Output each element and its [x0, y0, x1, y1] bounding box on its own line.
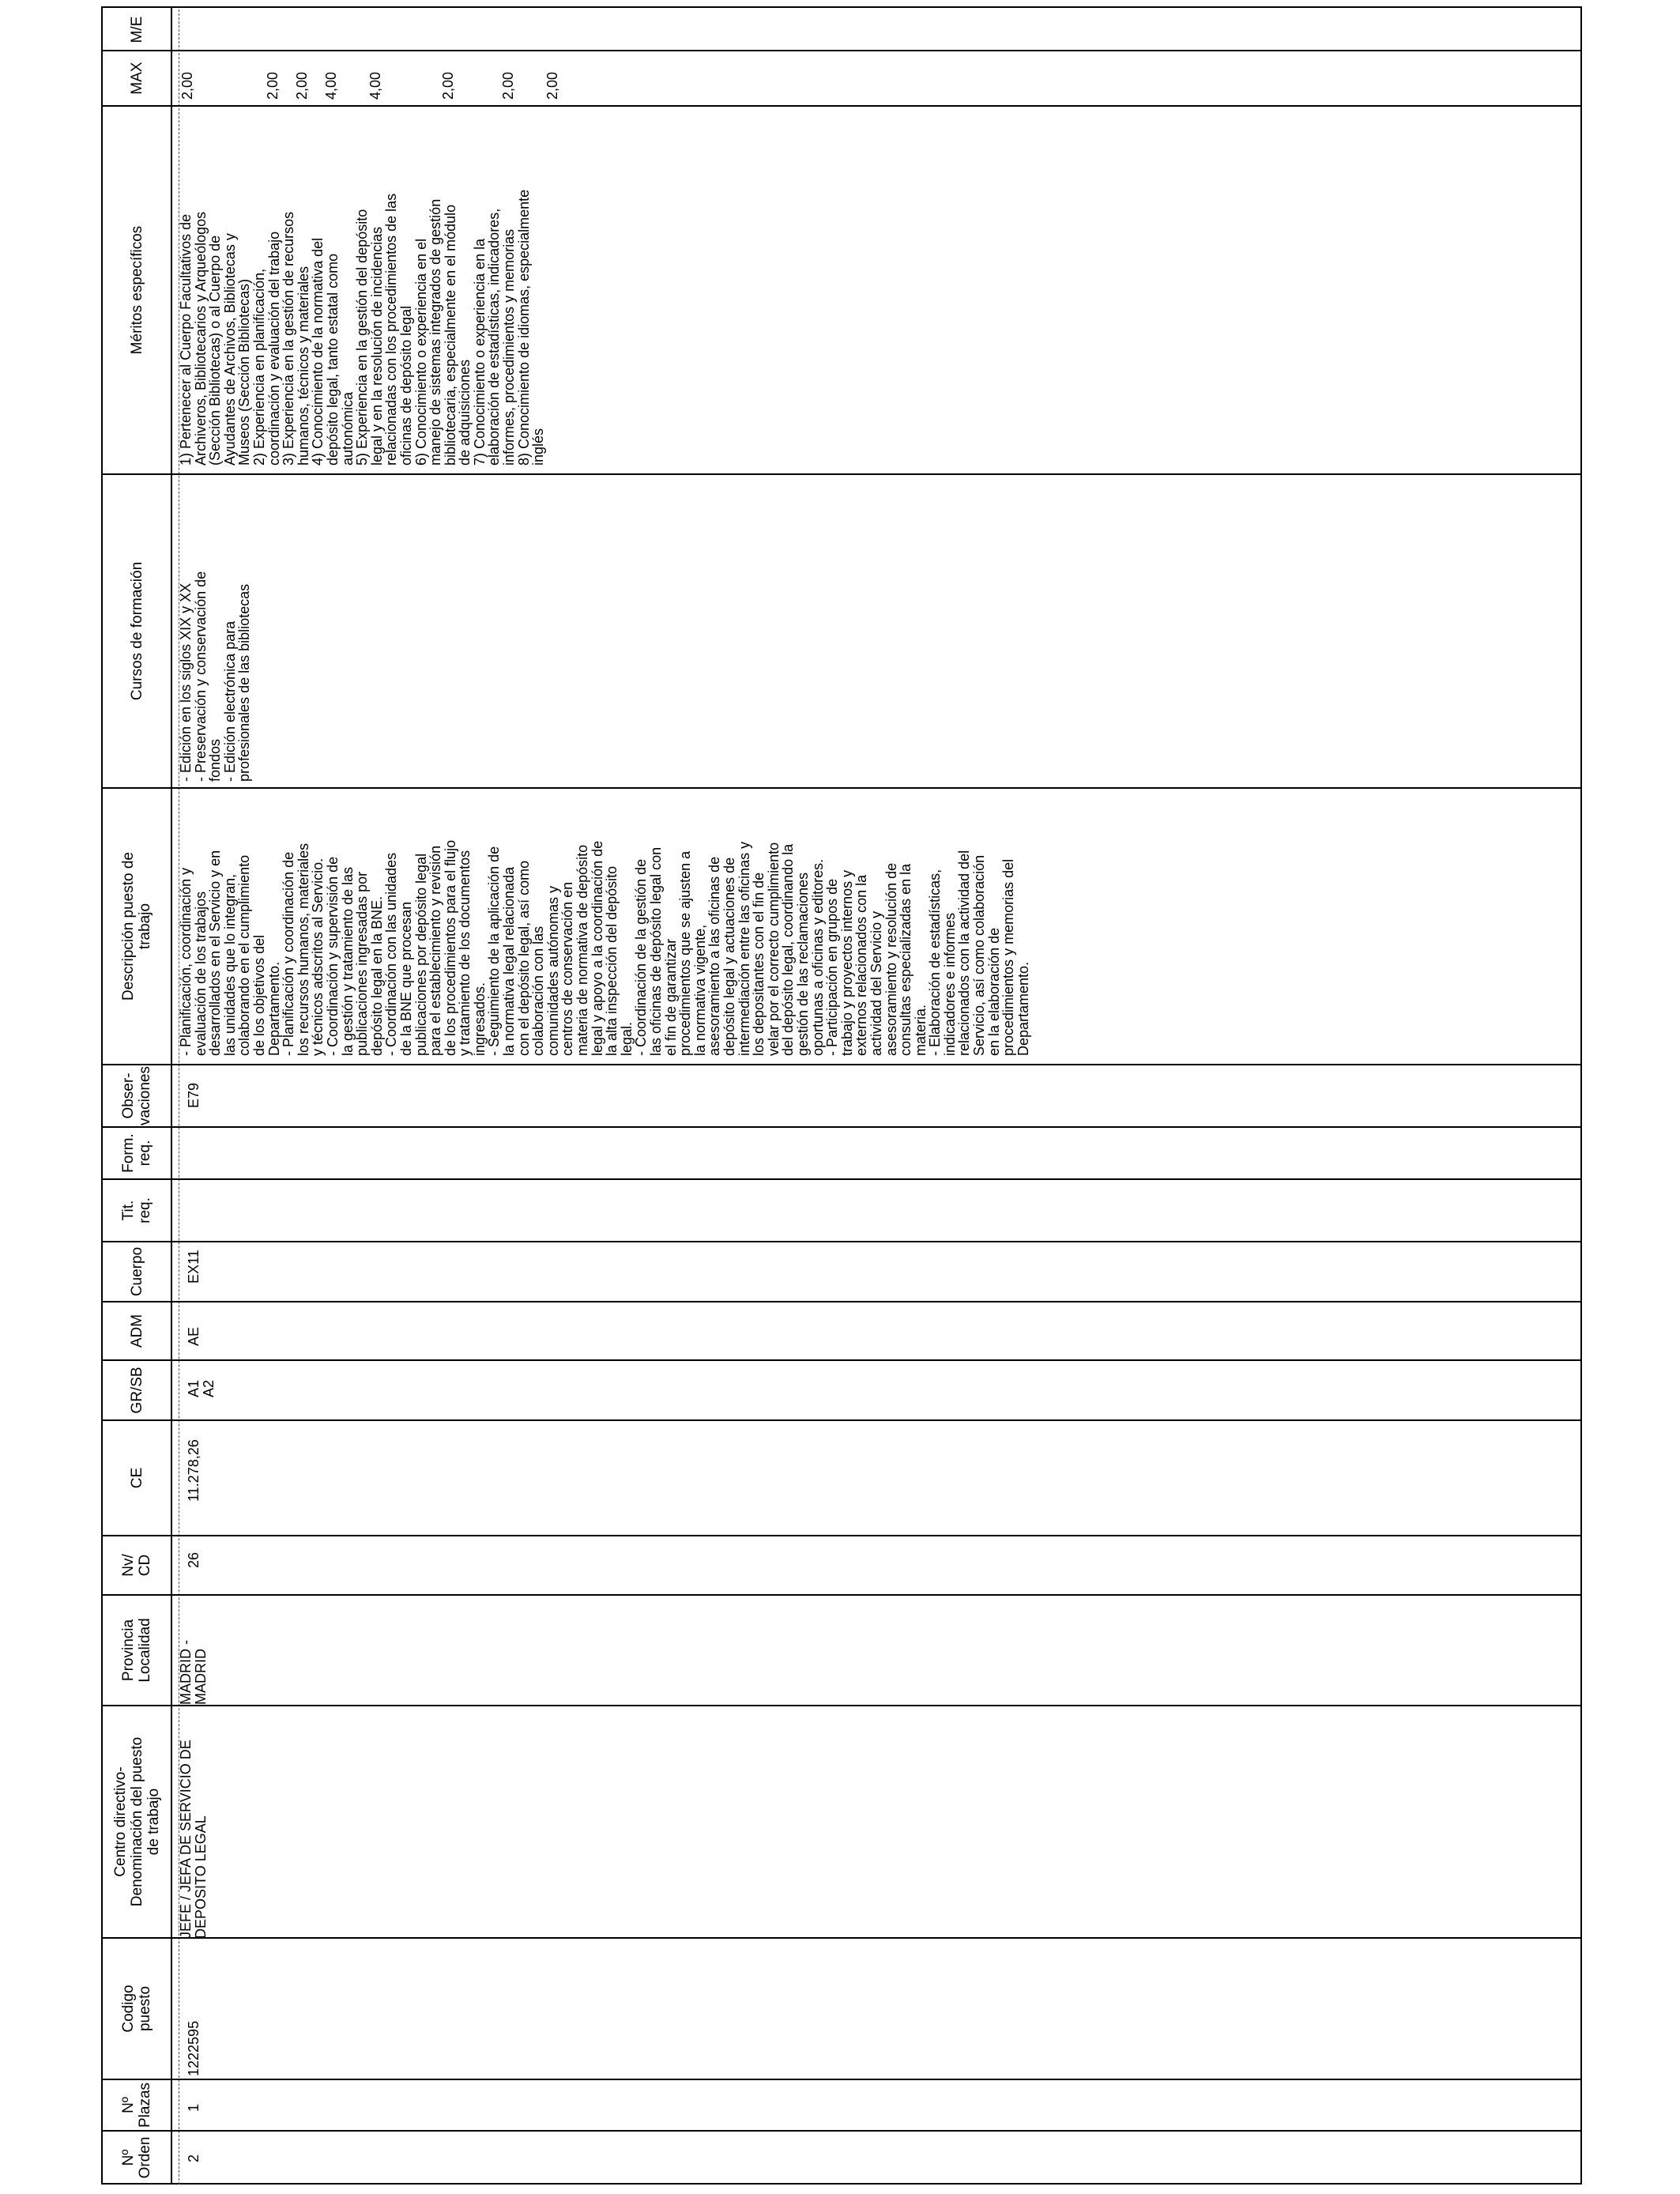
header-cuerpo: Cuerpo	[128, 1246, 145, 1297]
col-sep-7	[101, 1419, 1580, 1421]
col-sep-15	[101, 473, 1580, 475]
col-sep-16	[101, 105, 1580, 107]
header-provincia: Provincia Localidad	[120, 1618, 153, 1683]
max-value-4: 4,00	[323, 71, 339, 100]
cell-ce: 11.278,26	[186, 1439, 202, 1502]
header-grupo-subgrupo: GR/SB	[128, 1367, 145, 1414]
header-bottom-line	[171, 8, 172, 2185]
cell-descripcion: - Planificación, coordinación y evaluación de los trabajos desarrollados en el Servicio y en las unidades que lo integran, colaborando en el cumplimiento de los objetivos del Departamento. - Planificación y coordinación de los recursos humanos, materiales y técnicos adscritos al Servicio. - Coordinación y supervisión de la gestión y tratamiento de las publicaciones ingresadas por depósito legal en la BNE. - Coordinación con las unidades de la BNE que procesan publicaciones por depósito legal para el establecimiento y revisión de los procedimientos para el flujo y tratamiento de los documentos ingresados. - Seguimiento de la aplicación de la normativa legal relacionada con el depósito legal, así como colaboración con las comunidades autónomas y centros de conservación en materia de normativa de depósito legal y apoyo a la coordinación de la alta inspección del depósito legal. - Coordinación de la gestión de las oficinas de depósito legal con el fin de garantizar procedimientos que se ajusten a la normativa vigente, asesoramiento a las oficinas de depósito legal y actuaciones de intermediación entre las oficinas y los depositantes con el fin de velar por el correcto cumplimiento del depósito legal, coordinando la gestión de las reclamaciones oportunas a oficinas y editores. - Participación en grupos de trabajo y proyectos internos y externos relacionados con la actividad del Servicio y asesoramiento y resolución de consultas especializadas en la materia. - Elaboración de estadísticas, indicadores e informes relacionados con la actividad del Servicio, así como colaboración en la elaboración de procedimientos y memorias del Departamento.	[178, 839, 1031, 1056]
header-max: MAX	[128, 62, 145, 95]
col-sep-3	[101, 1937, 1580, 1939]
cell-grupo-subgrupo: A1 A2	[186, 1379, 217, 1397]
header-codigo: Codigo puesto	[120, 1985, 153, 2033]
cell-provincia: MADRID - MADRID	[178, 1640, 209, 1705]
header-centro-directivo: Centro directivo- Denominación del puesto de trabajo	[111, 1736, 162, 1907]
header-adm: ADM	[128, 1314, 145, 1348]
header-nivel-cd: Nv/ CD	[120, 1554, 153, 1577]
cell-centro-directivo: JEFE / JEFA DE SERVICIO DE DEPOSITO LEGAL	[178, 1740, 209, 1939]
col-sep-17	[101, 50, 1580, 51]
cell-meritos: 1) Pertenecer al Cuerpo Facultativos de Archiveros, Bibliotecarios y Arqueólogos (Sección Bibliotecas) o al Cuerpo de Ayudantes de Archivos, Bibliotecas y Museos (Sección Bibliotecas) 2) Experiencia en planificación, coordinación y evaluación del trabajo 3) Experiencia en la gestión de recursos humanos, técnicos y materiales 4) Conocimiento de la normativa del depósito legal, tanto estatal como autonómica 5) Experiencia en la gestión del depósito legal y en la resolución de incidencias relacionadas con los procedimientos de las oficinas de depósito legal 6) Conocimiento o experiencia en el manejo de sistemas integrados de gestión bibliotecaria, especialmente en el módulo de adquisiciones 7) Conocimiento o experiencia en la elaboración de estadísticas, indicadores, informes, procedimientos y memorias 8) Conocimiento de idiomas, especialmente inglés	[178, 189, 547, 466]
header-meritos: Méritos específicos	[128, 225, 145, 355]
col-sep-11	[101, 1178, 1580, 1180]
header-formacion: Form. req.	[120, 1133, 153, 1173]
cell-cuerpo: EX11	[186, 1250, 202, 1284]
cell-orden: 2	[186, 2154, 202, 2162]
max-value-1: 2,00	[179, 71, 195, 100]
col-sep-8	[101, 1359, 1580, 1361]
cell-adm: AE	[186, 1326, 202, 1346]
header-descripcion: Descripción puesto de trabajo	[120, 852, 153, 1001]
max-value-2: 2,00	[265, 71, 281, 100]
max-value-5: 4,00	[367, 71, 383, 100]
header-ce: CE	[128, 1467, 145, 1489]
col-sep-10	[101, 1241, 1580, 1242]
cell-codigo: 1222595	[186, 2020, 202, 2076]
cell-cursos: - Edición en los siglos XIX y XX - Preservación y conservación de fondos - Edición electrónica para profesionales de las bibliotecas	[178, 571, 253, 782]
col-sep-6	[101, 1535, 1580, 1536]
max-value-7: 2,00	[500, 71, 516, 100]
header-orden: Nº Orden	[120, 2136, 153, 2179]
header-observaciones: Obser- vaciones	[120, 1066, 153, 1125]
header-plazas: Nº Plazas	[120, 2082, 153, 2128]
max-value-6: 2,00	[440, 71, 456, 100]
col-sep-12	[101, 1126, 1580, 1128]
cell-nivel-cd: 26	[186, 1551, 202, 1568]
header-titulacion: Tit. req.	[120, 1197, 153, 1223]
header-cursos: Cursos de formación	[128, 561, 145, 701]
col-sep-5	[101, 1594, 1580, 1596]
col-sep-14	[101, 787, 1580, 789]
col-sep-2	[101, 2079, 1580, 2080]
col-sep-9	[101, 1301, 1580, 1302]
col-sep-1	[101, 2130, 1580, 2132]
max-value-8: 2,00	[544, 71, 560, 100]
cell-plazas: 1	[186, 2103, 202, 2112]
header-me: M/E	[128, 16, 145, 43]
cell-observaciones: E79	[186, 1082, 202, 1108]
max-value-3: 2,00	[294, 71, 310, 100]
col-sep-13	[101, 1064, 1580, 1065]
col-sep-4	[101, 1705, 1580, 1706]
